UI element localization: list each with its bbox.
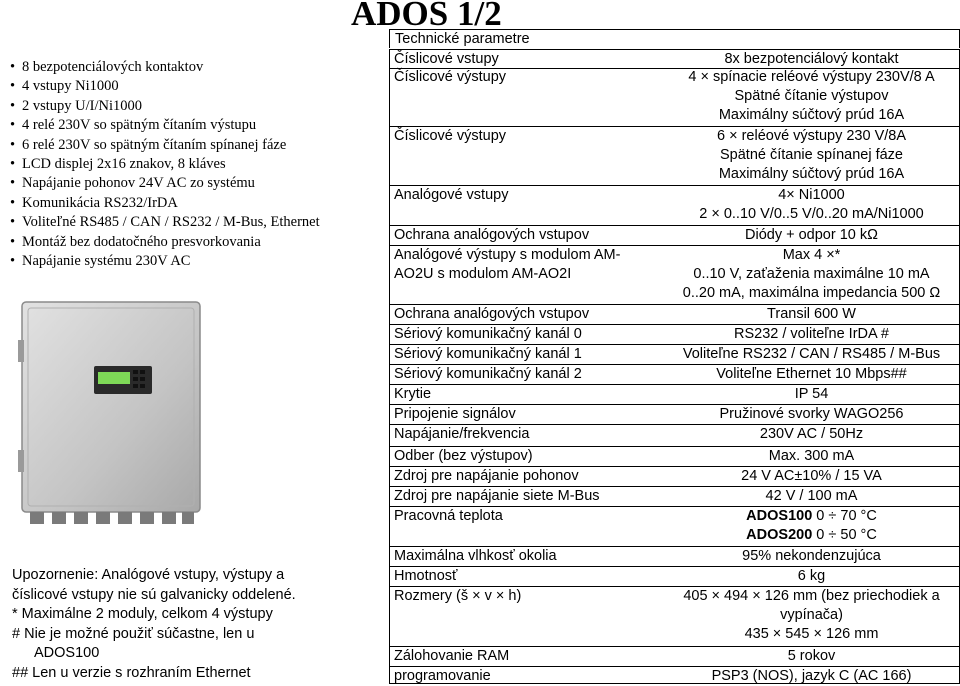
spec-label-line: Číslicové výstupy (394, 69, 507, 85)
spec-label-line: Hmotnosť (394, 568, 458, 584)
spec-value-line: Pružinové svorky WAGO256 (719, 406, 904, 422)
spec-value (662, 345, 960, 364)
spec-value (662, 226, 960, 245)
spec-value (662, 50, 960, 69)
spec-value-line: 6 × reléové výstupy 230 V/8A (716, 128, 907, 144)
spec-value-line: ADOS200 0 ÷ 50 °C (746, 527, 877, 544)
spec-label (394, 345, 664, 364)
spec-label (394, 246, 664, 284)
spec-label (394, 647, 664, 666)
spec-value-line: 5 rokov (787, 648, 836, 664)
spec-value-line: vypínača) (780, 607, 843, 624)
spec-label (394, 587, 664, 606)
list-item: • Komunikácia RS232/IrDA (10, 194, 320, 213)
spec-label (394, 365, 664, 384)
spec-label-line: Zdroj pre napájanie pohonov (394, 468, 579, 484)
spec-label (394, 507, 664, 526)
list-item: • 4 vstupy Ni1000 (10, 77, 320, 96)
spec-label (394, 467, 664, 486)
spec-value-line: PSP3 (NOS), jazyk C (AC 166) (711, 668, 912, 684)
spec-value-line: 2 × 0..10 V/0..5 V/0..20 mA/Ni1000 (699, 206, 924, 223)
spec-label-line: Maximálna vlhkosť okolia (394, 548, 557, 564)
spec-label (394, 127, 664, 146)
table-row (389, 325, 960, 345)
spec-value-line: 0..20 mA, maximálna impedancia 500 Ω (682, 285, 941, 302)
spec-value (662, 246, 960, 304)
table-row (389, 405, 960, 425)
spec-label-line: Analógové výstupy s modulom AM- (394, 247, 621, 263)
spec-value (662, 425, 960, 444)
table-row (389, 226, 960, 246)
spec-value-line: 0..10 V, zaťaženia maximálne 10 mA (693, 266, 930, 283)
list-item: • Voliteľné RS485 / CAN / RS232 / M-Bus, Ethernet (10, 213, 320, 232)
spec-value (662, 305, 960, 324)
spec-value (662, 186, 960, 224)
spec-value (662, 587, 960, 645)
note-line: * Maximálne 2 moduly, celkom 4 výstupy (12, 606, 273, 623)
list-item: • Napájanie systému 230V AC (10, 252, 320, 271)
spec-value-line: Spätné čítanie spínanej fáze (720, 147, 903, 164)
spec-value-line: Max 4 ×* (782, 247, 841, 263)
spec-label-line: Napájanie/frekvencia (394, 426, 530, 442)
spec-label (394, 68, 664, 87)
spec-value (662, 405, 960, 424)
spec-value-line: 4 × spínacie reléové výstupy 230V/8 A (688, 69, 935, 85)
table-row (389, 507, 960, 547)
table-row (389, 305, 960, 325)
list-item: • LCD displej 2x16 znakov, 8 kláves (10, 155, 320, 174)
spec-value-line: Maximálny súčtový prúd 16A (718, 166, 905, 183)
table-row (389, 246, 960, 305)
spec-label-line: Sériový komunikačný kanál 2 (394, 366, 582, 382)
spec-value (662, 507, 960, 545)
device-photo (16, 300, 206, 532)
note-line: číslicové vstupy nie sú galvanicky oddelené. (12, 586, 296, 603)
spec-value-line: ADOS100 0 ÷ 70 °C (746, 508, 877, 524)
table-row (389, 385, 960, 405)
spec-label (394, 425, 664, 444)
table-row (389, 547, 960, 567)
spec-label-line: Krytie (394, 386, 432, 402)
spec-label-line: Rozmery (š × v × h) (394, 588, 522, 604)
spec-label (394, 567, 664, 586)
page-title: ADOS 1/2 (351, 0, 502, 33)
spec-label (394, 50, 664, 69)
table-row (389, 567, 960, 587)
list-item: • 4 relé 230V so spätným čítaním výstupu (10, 116, 320, 135)
table-row (389, 186, 960, 226)
spec-label (394, 447, 664, 466)
spec-label (394, 305, 664, 324)
spec-value-line: 24 V AC±10% / 15 VA (741, 468, 882, 484)
table-row (389, 447, 960, 467)
spec-label (394, 226, 664, 245)
list-item: • 2 vstupy U/I/Ni1000 (10, 97, 320, 116)
spec-label (394, 325, 664, 344)
list-item: • 8 bezpotenciálových kontaktov (10, 58, 320, 77)
spec-value-line: Voliteľne Ethernet 10 Mbps## (716, 366, 907, 382)
spec-value (662, 325, 960, 344)
spec-value-line: 405 × 494 × 126 mm (bez priechodiek a (683, 588, 940, 604)
spec-value (662, 487, 960, 506)
spec-label-line: Pripojenie signálov (394, 406, 516, 422)
spec-label (394, 186, 664, 205)
spec-value (662, 385, 960, 404)
spec-label (394, 547, 664, 566)
spec-value-line: Spätné čítanie výstupov (734, 88, 889, 105)
spec-value (662, 127, 960, 185)
notes-block (12, 566, 362, 684)
spec-label-line: programovanie (394, 668, 491, 684)
table-row (389, 68, 960, 127)
spec-label-line: Analógové vstupy (394, 187, 509, 203)
spec-label (394, 405, 664, 424)
spec-value-line: RS232 / voliteľne IrDA # (734, 326, 889, 342)
spec-label-line: Číslicové výstupy (394, 128, 507, 144)
spec-label-line: Pracovná teplota (394, 508, 503, 524)
spec-value (662, 365, 960, 384)
note-line: # Nie je možné použiť súčastne, len u (12, 625, 255, 642)
spec-label-line: Odber (bez výstupov) (394, 448, 533, 464)
table-row (389, 647, 960, 667)
table-row (389, 425, 960, 447)
spec-value-line: 230V AC / 50Hz (759, 426, 864, 442)
spec-value (662, 647, 960, 666)
spec-label-line: Zdroj pre napájanie siete M-Bus (394, 488, 600, 504)
spec-label (394, 487, 664, 506)
spec-value-line: 8x bezpotenciálový kontakt (724, 51, 899, 67)
spec-value-line: Voliteľne RS232 / CAN / RS485 / M-Bus (682, 346, 941, 362)
spec-value-line: IP 54 (794, 386, 829, 402)
spec-value (662, 667, 960, 686)
table-row (389, 667, 960, 684)
spec-value-line: Max. 300 mA (768, 448, 855, 464)
table-header: Technické parametre (389, 29, 960, 48)
spec-value (662, 547, 960, 566)
spec-value (662, 68, 960, 126)
spec-value (662, 467, 960, 486)
spec-label-line: Číslicové vstupy (394, 51, 499, 67)
table-row (389, 487, 960, 507)
spec-value-line: 435 × 545 × 126 mm (744, 626, 879, 643)
table-row (389, 49, 960, 69)
spec-label (394, 385, 664, 404)
spec-label-line: Sériový komunikačný kanál 1 (394, 346, 582, 362)
spec-label-line: AO2U s modulom AM-AO2I (394, 266, 572, 283)
spec-value-line: Transil 600 W (767, 306, 856, 322)
note-line: ADOS100 (34, 645, 100, 662)
spec-label-line: Zálohovanie RAM (394, 648, 510, 664)
spec-value-line: Diódy + odpor 10 kΩ (745, 227, 878, 243)
spec-value-line: 6 kg (797, 568, 826, 584)
list-item: • 6 relé 230V so spätným čítaním spínanej fáze (10, 136, 320, 155)
feature-list (10, 58, 320, 271)
spec-value-line: 42 V / 100 mA (765, 488, 858, 504)
list-item: • Montáž bez dodatočného presvorkovania (10, 233, 320, 252)
lcd-display (98, 372, 130, 384)
spec-value-line: Maximálny súčtový prúd 16A (718, 107, 905, 124)
spec-label-line: Sériový komunikačný kanál 0 (394, 326, 582, 342)
table-row (389, 467, 960, 487)
spec-label-line: Ochrana analógových vstupov (394, 306, 590, 322)
list-item: • Napájanie pohonov 24V AC zo systému (10, 174, 320, 193)
spec-value-line: 4× Ni1000 (778, 187, 845, 203)
note-line: Upozornenie: Analógové vstupy, výstupy a (12, 567, 285, 583)
spec-value (662, 567, 960, 586)
table-row (389, 127, 960, 186)
table-row (389, 345, 960, 365)
spec-label-line: Ochrana analógových vstupov (394, 227, 590, 243)
spec-value (662, 447, 960, 466)
spec-label (394, 667, 664, 686)
spec-value-line: 95% nekondenzujúca (742, 548, 881, 564)
note-line: ## Len u verzie s rozhraním Ethernet (12, 664, 251, 681)
table-row (389, 365, 960, 385)
table-row (389, 587, 960, 647)
